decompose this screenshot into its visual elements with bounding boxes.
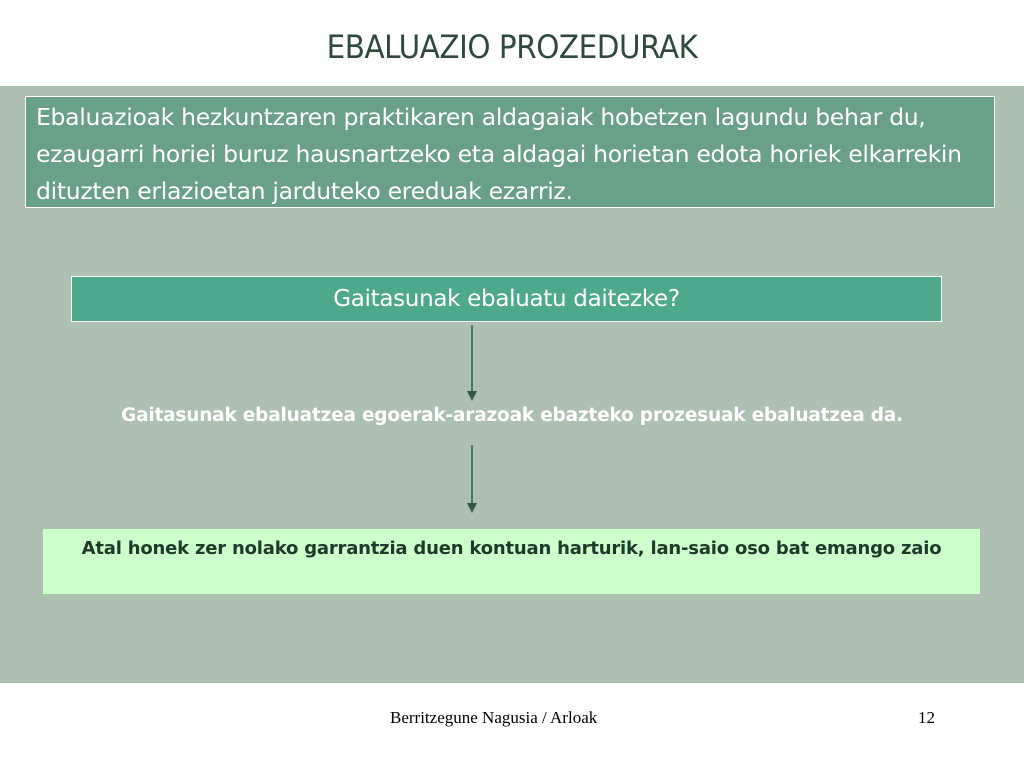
down-arrow-1 xyxy=(462,325,482,405)
intro-text-box: Ebaluazioak hezkuntzaren praktikaren aldagaiak hobetzen lagundu behar du, ezaugarri horiei buruz hausnartzeko eta aldagai horietan edota horiek elkarrekin dituzten erlazioetan jarduteko ereduak ezarriz. xyxy=(25,96,995,208)
note-box: Atal honek zer nolako garrantzia duen kontuan harturik, lan-saio oso bat emango zaio xyxy=(43,529,980,594)
statement-text: Gaitasunak ebaluatzea egoerak-arazoak ebazteko prozesuak ebaluatzea da. xyxy=(121,405,903,426)
slide-title: EBALUAZIO PROZEDURAK xyxy=(326,28,698,66)
footer-source: Berritzegune Nagusia / Arloak xyxy=(390,708,598,727)
down-arrow-2 xyxy=(462,445,482,515)
page-number: 12 xyxy=(918,708,935,727)
question-box: Gaitasunak ebaluatu daitezke? xyxy=(71,276,942,322)
